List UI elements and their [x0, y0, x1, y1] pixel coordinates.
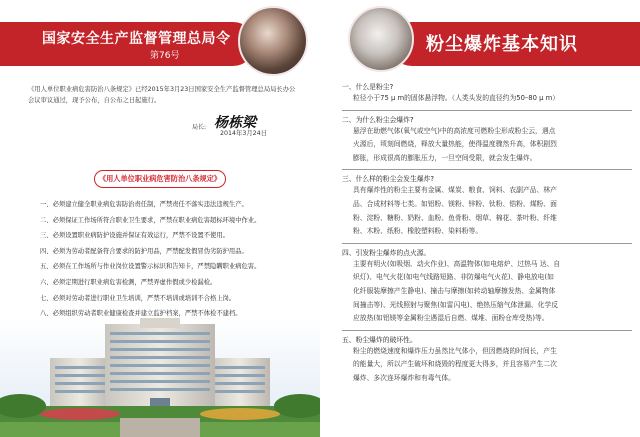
question: 二、为什么粉尘会爆炸? — [342, 115, 414, 124]
dust-explosion-title: 粉尘爆炸基本知识 — [426, 34, 578, 55]
left-title-banner — [0, 22, 255, 66]
question: 三、什么样的粉尘会发生爆炸? — [342, 175, 434, 184]
rules-title-pill: 《用人单位职业病危害防治八条规定》 — [94, 170, 226, 188]
rule-item: 三、必须设置职业病防护设施并保证有效运行，严禁不设置不使用。 — [40, 232, 229, 240]
rule-item: 二、必须保证工作场所符合职业卫生要求，严禁在职业病危害超标环境中作业。 — [40, 216, 261, 224]
answer-line: 应放热(如铝镁等金属粉尘遇湿后自燃、煤堆、面粉仓库受热)等。 — [353, 314, 549, 323]
answer-line: 粉、木粉、纸粉、橡胶塑料粉、染料粉等。 — [353, 227, 483, 236]
round-photo-left — [238, 6, 308, 76]
divider — [342, 110, 632, 111]
answer-line: 悬浮在助燃气体(氧气或空气)中的高浓度可燃粉尘形成粉尘云，遇点 — [353, 126, 556, 135]
headquarters-building-photo — [0, 318, 320, 437]
qa-item — [342, 335, 632, 386]
building-illustration — [0, 318, 320, 437]
answer-line: 膨胀，形成很高的膨胀压力，一旦空间受限，就会发生爆炸。 — [353, 153, 537, 162]
answer-line: 化纤服装摩擦产生静电)、撞击与摩擦(如转动轴摩擦发热、金属物体 — [353, 286, 556, 295]
round-photo-right — [348, 6, 414, 72]
rule-item: 六、必须定期进行职业病危害检测，严禁弄虚作假或少检漏检。 — [40, 278, 217, 286]
answer-line: 间撞击等)、光线照射与聚焦(如雷闪电)、绝热压缩气体泄漏、化学反 — [353, 300, 559, 309]
answer-line: 的能量大，所以产生破坏和烧毁的程度更大得多，并且容易产生二次 — [353, 360, 557, 369]
question: 一、什么是粉尘? — [342, 83, 394, 91]
signature-title: 局长: — [192, 124, 207, 131]
qa-item — [342, 82, 632, 111]
answer-line: 粉尘的燃烧速度和爆炸压力虽然比气体小，但因燃烧的时间长，产生 — [353, 346, 557, 355]
right-title-banner — [390, 22, 640, 66]
rule-item: 一、必须建立健全职业病危害防治责任制，严禁责任不落实违法违规生产。 — [40, 201, 248, 208]
qa-item — [342, 248, 632, 331]
rule-item: 五、必须在工作场所与作业岗位设置警示标识和告知卡，严禁隐瞒职业病危害。 — [40, 263, 261, 271]
answer-line: 品、合成材料等七类。如铝粉、镁粉、锌粉、钛粉、锆粉、煤粉、面 — [353, 199, 557, 208]
eight-rules-list — [40, 200, 310, 325]
answer-line: 粒径小于75 μ m的固体悬浮物。（人类头发的直径约为50–80 μ m） — [353, 94, 560, 102]
answer-line: 粉、淀粉、糖粉、奶粉、血粉、鱼骨粉、烟草、棉花、茶叶粉、纤维 — [353, 213, 557, 222]
rule-item: 七、必须对劳动者进行职业卫生培训，严禁不培训或培训不合格上岗。 — [40, 294, 236, 302]
divider — [342, 169, 632, 170]
answer-line: 主要有明火(如吸烟、动火作业)、高温物体(如电熔炉、过热马 达、自 — [353, 259, 561, 268]
signature-block — [186, 112, 306, 142]
handwritten-signature: 杨栋梁 — [214, 115, 256, 131]
answer-line: 炽灯)、电气火花(如电气线路短路、非防爆电气火花)、静电放电(如 — [353, 273, 554, 282]
question: 五、粉尘爆炸的破坏性。 — [342, 335, 417, 344]
answer-line: 火源后，顷刻间燃烧，释放大量热能，使得温度骤然升高，体积剧烈 — [353, 140, 557, 149]
decree-intro-text: 《用人单位职业病危害防治八条规定》已经2015年3月23日国家安全生产监督管理总局局长办公会议审议通过，现予公布，自公布之日起施行。 — [28, 86, 296, 104]
answer-line: 具有爆炸性的粉尘主要有金属、煤炭、粮食、饲料、农副产品、林产 — [353, 186, 557, 195]
decree-number: 第76号 — [150, 51, 180, 61]
signature-date: 2014年3月24日 — [220, 130, 267, 137]
decree-title: 国家安全生产监督管理总局令 — [42, 31, 231, 47]
qa-list — [342, 82, 632, 390]
rule-item: 四、必须为劳动者配备符合要求的防护用品，严禁配发假冒伪劣防护用品。 — [40, 247, 248, 255]
divider — [342, 243, 632, 244]
right-page — [320, 0, 640, 437]
answer-line: 爆炸、多次连环爆炸和有毒气体。 — [353, 373, 455, 382]
divider — [342, 330, 632, 331]
rule-item: 八、必须组织劳动者职业健康检查并建立监护档案，严禁不体检不建档。 — [40, 310, 242, 318]
qa-item — [342, 174, 632, 243]
qa-item — [342, 115, 632, 171]
question: 四、引发粉尘爆炸的点火源。 — [342, 248, 431, 257]
